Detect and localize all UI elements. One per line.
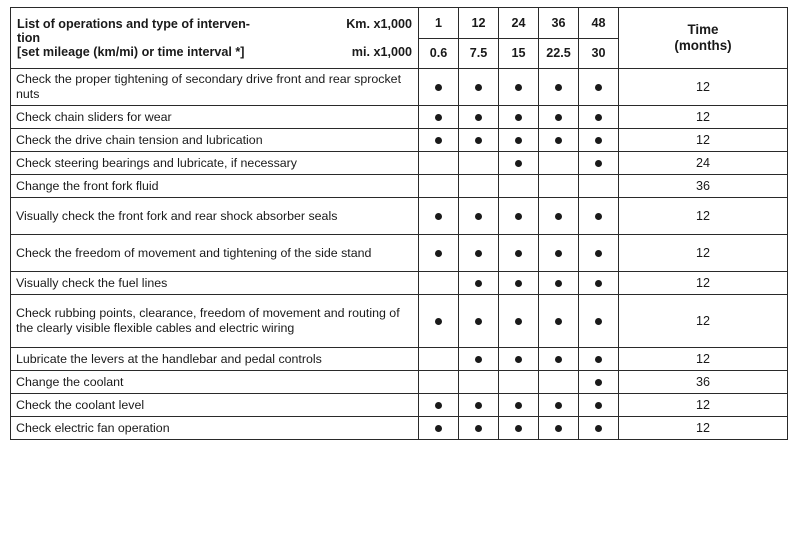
time-cell: 36 — [619, 371, 788, 394]
interval-mark-cell — [579, 152, 619, 175]
maintenance-schedule — [10, 7, 788, 440]
bullet-icon — [515, 280, 522, 287]
bullet-icon — [435, 84, 442, 91]
interval-mark-cell — [539, 235, 579, 272]
table-row — [11, 175, 788, 198]
interval-mark-cell — [499, 152, 539, 175]
interval-mark-cell — [419, 235, 459, 272]
time-cell: 12 — [619, 69, 788, 106]
header-row-km — [11, 8, 788, 39]
time-cell: 12 — [619, 129, 788, 152]
bullet-icon — [475, 402, 482, 409]
table-row — [11, 272, 788, 295]
time-label: Time — [687, 22, 719, 37]
interval-mark-cell — [419, 394, 459, 417]
time-cell: 12 — [619, 272, 788, 295]
bullet-icon — [555, 137, 562, 144]
bullet-icon — [595, 250, 602, 257]
table-row — [11, 371, 788, 394]
time-cell: 12 — [619, 348, 788, 371]
bullet-icon — [555, 318, 562, 325]
interval-mark-cell — [419, 371, 459, 394]
table-row — [11, 295, 788, 348]
time-cell: 12 — [619, 295, 788, 348]
mi-interval-30: 30 — [579, 38, 619, 69]
km-interval-12: 12 — [459, 8, 499, 39]
time-cell: 36 — [619, 175, 788, 198]
bullet-icon — [555, 114, 562, 121]
bullet-icon — [475, 425, 482, 432]
bullet-icon — [435, 137, 442, 144]
interval-mark-cell — [539, 371, 579, 394]
operation-cell: Check the freedom of movement and tightening of the side stand — [11, 235, 419, 272]
interval-mark-cell — [459, 106, 499, 129]
interval-mark-cell — [579, 129, 619, 152]
bullet-icon — [515, 356, 522, 363]
table-row — [11, 417, 788, 440]
bullet-icon — [475, 213, 482, 220]
table-row — [11, 235, 788, 272]
bullet-icon — [435, 425, 442, 432]
interval-mark-cell — [499, 198, 539, 235]
interval-mark-cell — [579, 235, 619, 272]
operation-cell: Visually check the fuel lines — [11, 272, 419, 295]
interval-mark-cell — [579, 295, 619, 348]
time-cell: 24 — [619, 152, 788, 175]
mi-interval-0-6: 0.6 — [419, 38, 459, 69]
interval-mark-cell — [459, 235, 499, 272]
bullet-icon — [555, 250, 562, 257]
interval-mark-cell — [539, 106, 579, 129]
interval-mark-cell — [539, 198, 579, 235]
interval-mark-cell — [419, 295, 459, 348]
table-row — [11, 106, 788, 129]
time-unit-label: (months) — [674, 38, 732, 53]
interval-mark-cell — [539, 348, 579, 371]
bullet-icon — [595, 84, 602, 91]
operation-cell: Check chain sliders for wear — [11, 106, 419, 129]
bullet-icon — [515, 318, 522, 325]
interval-mark-cell — [459, 175, 499, 198]
interval-mark-cell — [419, 129, 459, 152]
operations-title-line2: tion — [17, 31, 41, 45]
bullet-icon — [475, 114, 482, 121]
interval-mark-cell — [499, 235, 539, 272]
bullet-icon — [595, 379, 602, 386]
interval-mark-cell — [579, 371, 619, 394]
interval-mark-cell — [459, 272, 499, 295]
interval-mark-cell — [459, 394, 499, 417]
bullet-icon — [475, 250, 482, 257]
bullet-icon — [595, 356, 602, 363]
bullet-icon — [475, 280, 482, 287]
bullet-icon — [595, 402, 602, 409]
bullet-icon — [515, 213, 522, 220]
operation-cell: Check the coolant level — [11, 394, 419, 417]
interval-mark-cell — [499, 272, 539, 295]
interval-mark-cell — [579, 272, 619, 295]
time-cell: 12 — [619, 106, 788, 129]
bullet-icon — [515, 137, 522, 144]
operation-cell: Change the front fork fluid — [11, 175, 419, 198]
interval-mark-cell — [419, 152, 459, 175]
bullet-icon — [555, 356, 562, 363]
bullet-icon — [475, 318, 482, 325]
operation-cell: Lubricate the levers at the handlebar and pedal controls — [11, 348, 419, 371]
operation-cell: Check the drive chain tension and lubrication — [11, 129, 419, 152]
bullet-icon — [475, 137, 482, 144]
bullet-icon — [475, 356, 482, 363]
bullet-icon — [515, 114, 522, 121]
interval-mark-cell — [499, 371, 539, 394]
operations-header — [11, 8, 419, 69]
operation-cell: Change the coolant — [11, 371, 419, 394]
time-cell: 12 — [619, 417, 788, 440]
operation-cell: Check rubbing points, clearance, freedom of movement and routing of the clearly visible flexible cables and electric wiring — [11, 295, 419, 348]
table-row — [11, 129, 788, 152]
interval-mark-cell — [539, 175, 579, 198]
operation-cell: Check steering bearings and lubricate, if necessary — [11, 152, 419, 175]
interval-mark-cell — [419, 417, 459, 440]
interval-mark-cell — [499, 295, 539, 348]
bullet-icon — [595, 114, 602, 121]
mi-interval-22-5: 22.5 — [539, 38, 579, 69]
km-interval-24: 24 — [499, 8, 539, 39]
interval-mark-cell — [579, 69, 619, 106]
operation-cell: Check the proper tightening of secondary drive front and rear sprocket nuts — [11, 69, 419, 106]
interval-mark-cell — [539, 417, 579, 440]
bullet-icon — [555, 280, 562, 287]
interval-mark-cell — [499, 106, 539, 129]
interval-mark-cell — [539, 69, 579, 106]
interval-mark-cell — [459, 295, 499, 348]
interval-mark-cell — [539, 394, 579, 417]
bullet-icon — [475, 84, 482, 91]
interval-mark-cell — [419, 69, 459, 106]
bullet-icon — [555, 425, 562, 432]
bullet-icon — [595, 213, 602, 220]
table-row — [11, 198, 788, 235]
interval-mark-cell — [499, 69, 539, 106]
bullet-icon — [515, 160, 522, 167]
interval-mark-cell — [539, 295, 579, 348]
operations-title-line3: [set mileage (km/mi) or time interval *] — [17, 45, 245, 59]
interval-mark-cell — [459, 198, 499, 235]
bullet-icon — [595, 425, 602, 432]
bullet-icon — [555, 213, 562, 220]
bullet-icon — [595, 137, 602, 144]
mi-interval-7-5: 7.5 — [459, 38, 499, 69]
km-interval-36: 36 — [539, 8, 579, 39]
time-header — [619, 8, 788, 69]
interval-mark-cell — [459, 129, 499, 152]
bullet-icon — [515, 402, 522, 409]
interval-mark-cell — [499, 394, 539, 417]
bullet-icon — [435, 318, 442, 325]
time-cell: 12 — [619, 198, 788, 235]
bullet-icon — [435, 213, 442, 220]
bullet-icon — [595, 318, 602, 325]
km-unit-label: Km. x1,000 — [346, 17, 412, 31]
mi-interval-15: 15 — [499, 38, 539, 69]
interval-mark-cell — [579, 394, 619, 417]
interval-mark-cell — [499, 129, 539, 152]
bullet-icon — [515, 425, 522, 432]
interval-mark-cell — [579, 198, 619, 235]
interval-mark-cell — [419, 198, 459, 235]
bullet-icon — [595, 280, 602, 287]
interval-mark-cell — [539, 152, 579, 175]
km-interval-1: 1 — [419, 8, 459, 39]
bullet-icon — [555, 84, 562, 91]
maintenance-table — [10, 7, 788, 440]
interval-mark-cell — [459, 371, 499, 394]
interval-mark-cell — [499, 348, 539, 371]
bullet-icon — [595, 160, 602, 167]
operations-title-line1: List of operations and type of interven- — [17, 17, 251, 31]
bullet-icon — [515, 250, 522, 257]
interval-mark-cell — [419, 106, 459, 129]
interval-mark-cell — [419, 348, 459, 371]
interval-mark-cell — [579, 106, 619, 129]
interval-mark-cell — [459, 69, 499, 106]
operation-cell: Check electric fan operation — [11, 417, 419, 440]
interval-mark-cell — [579, 175, 619, 198]
bullet-icon — [435, 114, 442, 121]
table-row — [11, 394, 788, 417]
interval-mark-cell — [579, 348, 619, 371]
interval-mark-cell — [579, 417, 619, 440]
mi-unit-label: mi. x1,000 — [351, 45, 412, 59]
interval-mark-cell — [459, 152, 499, 175]
table-row — [11, 348, 788, 371]
time-cell: 12 — [619, 394, 788, 417]
interval-mark-cell — [419, 175, 459, 198]
bullet-icon — [435, 250, 442, 257]
table-row — [11, 69, 788, 106]
bullet-icon — [515, 84, 522, 91]
table-row — [11, 152, 788, 175]
interval-mark-cell — [539, 272, 579, 295]
interval-mark-cell — [459, 417, 499, 440]
interval-mark-cell — [459, 348, 499, 371]
time-cell: 12 — [619, 235, 788, 272]
interval-mark-cell — [499, 175, 539, 198]
bullet-icon — [435, 402, 442, 409]
interval-mark-cell — [539, 129, 579, 152]
interval-mark-cell — [419, 272, 459, 295]
operation-cell: Visually check the front fork and rear shock absorber seals — [11, 198, 419, 235]
km-interval-48: 48 — [579, 8, 619, 39]
interval-mark-cell — [499, 417, 539, 440]
bullet-icon — [555, 402, 562, 409]
